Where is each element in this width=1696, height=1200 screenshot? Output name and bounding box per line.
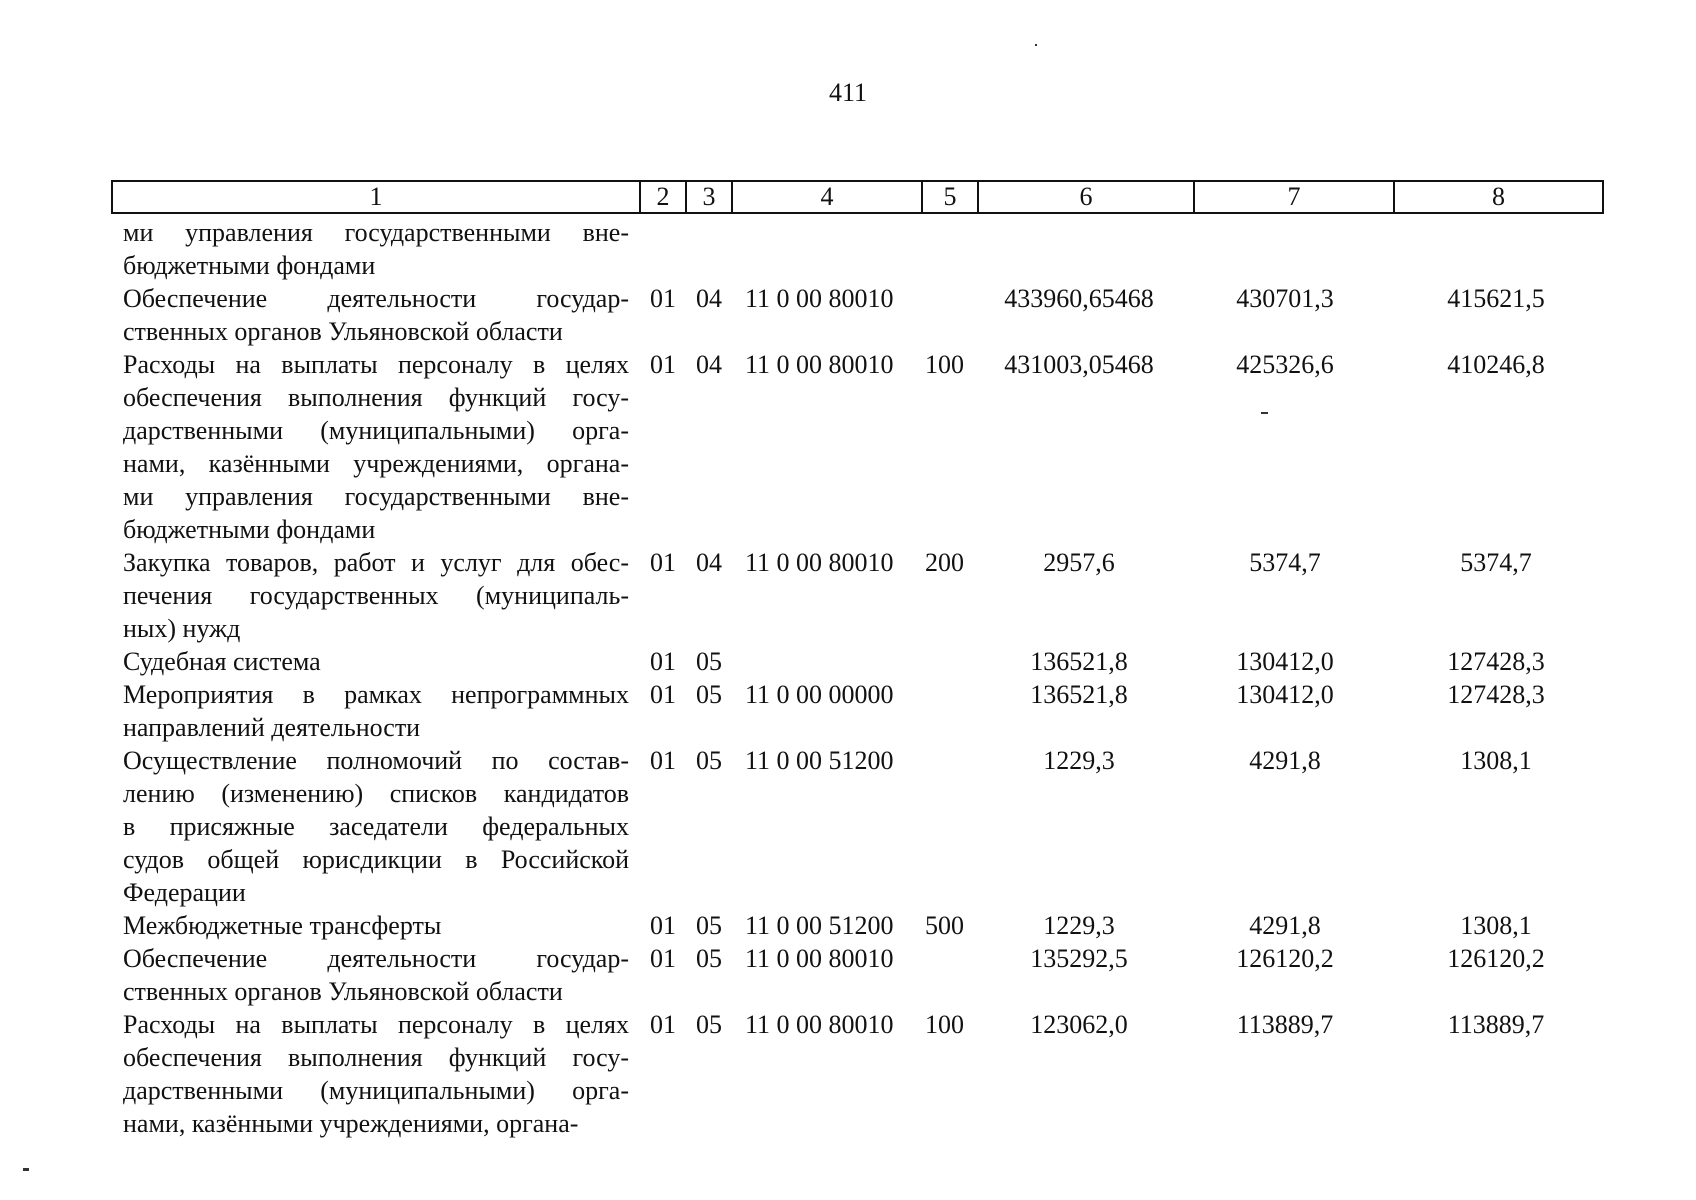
row-section-code: 01 — [650, 548, 676, 577]
row-amount-col6: 136521,8 — [1030, 680, 1128, 709]
table-row — [0, 909, 1696, 942]
row-subsection-code: 04 — [696, 284, 722, 313]
description-line: Расходы на выплаты персоналу в целях — [123, 1010, 629, 1039]
page-number: 411 — [828, 78, 868, 107]
row-description — [123, 645, 629, 678]
row-description — [123, 909, 629, 942]
row-amount-col6: 135292,5 — [1030, 944, 1128, 973]
description-line: бюджетными фондами — [123, 515, 376, 544]
row-subsection-code: 04 — [696, 548, 722, 577]
row-amount-col8: 410246,8 — [1447, 350, 1545, 379]
row-amount-col8: 127428,3 — [1447, 647, 1545, 676]
column-header-row — [111, 180, 1604, 214]
row-amount-col7: 425326,6 — [1236, 350, 1334, 379]
row-target-article: 11 0 00 51200 — [745, 746, 894, 775]
row-target-article: 11 0 00 00000 — [745, 680, 894, 709]
description-line: Федерации — [123, 878, 246, 907]
description-line: Обеспечение деятельности государ- — [123, 284, 629, 313]
table-row — [0, 678, 1696, 744]
description-line: лению (изменению) списков кандидатов — [123, 779, 629, 808]
scan-speck — [23, 1168, 29, 1171]
row-amount-col8: 1308,1 — [1460, 911, 1532, 940]
table-row — [0, 348, 1696, 546]
row-amount-col6: 1229,3 — [1043, 911, 1115, 940]
row-subsection-code: 05 — [696, 647, 722, 676]
row-target-article: 11 0 00 51200 — [745, 911, 894, 940]
row-amount-col8: 415621,5 — [1447, 284, 1545, 313]
description-line: дарственными (муниципальными) орга- — [123, 416, 629, 445]
column-header-5: 5 — [922, 181, 978, 213]
row-description — [123, 282, 629, 348]
table-row — [0, 1008, 1696, 1140]
description-line: ми управления государственными вне- — [123, 218, 629, 247]
row-description — [123, 1008, 629, 1140]
row-subsection-code: 05 — [696, 911, 722, 940]
column-header-7: 7 — [1194, 181, 1394, 213]
row-subsection-code: 04 — [696, 350, 722, 379]
description-line: ственных органов Ульяновской области — [123, 977, 563, 1006]
row-amount-col7: 130412,0 — [1236, 680, 1334, 709]
description-line: ми управления государственными вне- — [123, 482, 629, 511]
row-subsection-code: 05 — [696, 680, 722, 709]
row-description — [123, 744, 629, 909]
row-description — [123, 678, 629, 744]
row-amount-col7: 4291,8 — [1249, 746, 1321, 775]
row-amount-col7: 4291,8 — [1249, 911, 1321, 940]
row-section-code: 01 — [650, 1010, 676, 1039]
row-amount-col7: 126120,2 — [1236, 944, 1334, 973]
table-row — [0, 942, 1696, 1008]
row-section-code: 01 — [650, 284, 676, 313]
row-expense-type: 100 — [925, 350, 964, 379]
row-amount-col6: 1229,3 — [1043, 746, 1115, 775]
row-section-code: 01 — [650, 944, 676, 973]
row-section-code: 01 — [650, 680, 676, 709]
description-line: Расходы на выплаты персоналу в целях — [123, 350, 629, 379]
row-amount-col8: 113889,7 — [1447, 1010, 1545, 1039]
row-expense-type: 500 — [925, 911, 964, 940]
column-header-1: 1 — [112, 181, 640, 213]
description-line: нами, казёнными учреждениями, органа- — [123, 449, 629, 478]
row-target-article: 11 0 00 80010 — [745, 548, 894, 577]
row-amount-col8: 1308,1 — [1460, 746, 1532, 775]
table-row — [0, 546, 1696, 645]
row-amount-col7: 5374,7 — [1249, 548, 1321, 577]
description-line: печения государственных (муниципаль- — [123, 581, 629, 610]
row-target-article: 11 0 00 80010 — [745, 284, 894, 313]
description-line: Обеспечение деятельности государ- — [123, 944, 629, 973]
row-amount-col7: 130412,0 — [1236, 647, 1334, 676]
row-section-code: 01 — [650, 746, 676, 775]
row-expense-type: 100 — [925, 1010, 964, 1039]
row-description — [123, 216, 629, 282]
description-line: Межбюджетные трансферты — [123, 911, 442, 940]
table-row — [0, 216, 1696, 282]
row-amount-col7: 113889,7 — [1236, 1010, 1334, 1039]
row-amount-col6: 136521,8 — [1030, 647, 1128, 676]
row-amount-col8: 5374,7 — [1460, 548, 1532, 577]
row-section-code: 01 — [650, 647, 676, 676]
row-section-code: 01 — [650, 911, 676, 940]
row-description — [123, 942, 629, 1008]
scan-speck — [1035, 44, 1037, 46]
description-line: Осуществление полномочий по состав- — [123, 746, 629, 775]
row-description — [123, 348, 629, 546]
column-header-4: 4 — [732, 181, 922, 213]
row-amount-col8: 126120,2 — [1447, 944, 1545, 973]
row-amount-col8: 127428,3 — [1447, 680, 1545, 709]
table-row — [0, 282, 1696, 348]
row-subsection-code: 05 — [696, 944, 722, 973]
description-line: обеспечения выполнения функций госу- — [123, 1043, 629, 1072]
column-header-3: 3 — [686, 181, 732, 213]
column-header-2: 2 — [640, 181, 686, 213]
table-row — [0, 744, 1696, 909]
scan-speck — [1261, 412, 1268, 414]
row-target-article: 11 0 00 80010 — [745, 944, 894, 973]
column-header-6: 6 — [978, 181, 1194, 213]
table-body — [0, 216, 1696, 1140]
column-header-8: 8 — [1394, 181, 1603, 213]
row-target-article: 11 0 00 80010 — [745, 1010, 894, 1039]
description-line: направлений деятельности — [123, 713, 421, 742]
description-line: Судебная система — [123, 647, 321, 676]
description-line: дарственными (муниципальными) орга- — [123, 1076, 629, 1105]
table-row — [0, 645, 1696, 678]
description-line: в присяжные заседатели федеральных — [123, 812, 629, 841]
row-section-code: 01 — [650, 350, 676, 379]
description-line: Закупка товаров, работ и услуг для обес- — [123, 548, 629, 577]
description-line: бюджетными фондами — [123, 251, 376, 280]
row-expense-type: 200 — [925, 548, 964, 577]
row-description — [123, 546, 629, 645]
description-line: ственных органов Ульяновской области — [123, 317, 563, 346]
row-amount-col6: 2957,6 — [1043, 548, 1115, 577]
row-amount-col6: 123062,0 — [1030, 1010, 1128, 1039]
description-line: ных) нужд — [123, 614, 241, 643]
row-subsection-code: 05 — [696, 746, 722, 775]
row-amount-col6: 433960,65468 — [1004, 284, 1154, 313]
description-line: судов общей юрисдикции в Российской — [123, 845, 629, 874]
row-amount-col6: 431003,05468 — [1004, 350, 1154, 379]
row-amount-col7: 430701,3 — [1236, 284, 1334, 313]
description-line: обеспечения выполнения функций госу- — [123, 383, 629, 412]
description-line: нами, казёнными учреждениями, органа- — [123, 1109, 579, 1138]
row-target-article: 11 0 00 80010 — [745, 350, 894, 379]
description-line: Мероприятия в рамках непрограммных — [123, 680, 629, 709]
row-subsection-code: 05 — [696, 1010, 722, 1039]
